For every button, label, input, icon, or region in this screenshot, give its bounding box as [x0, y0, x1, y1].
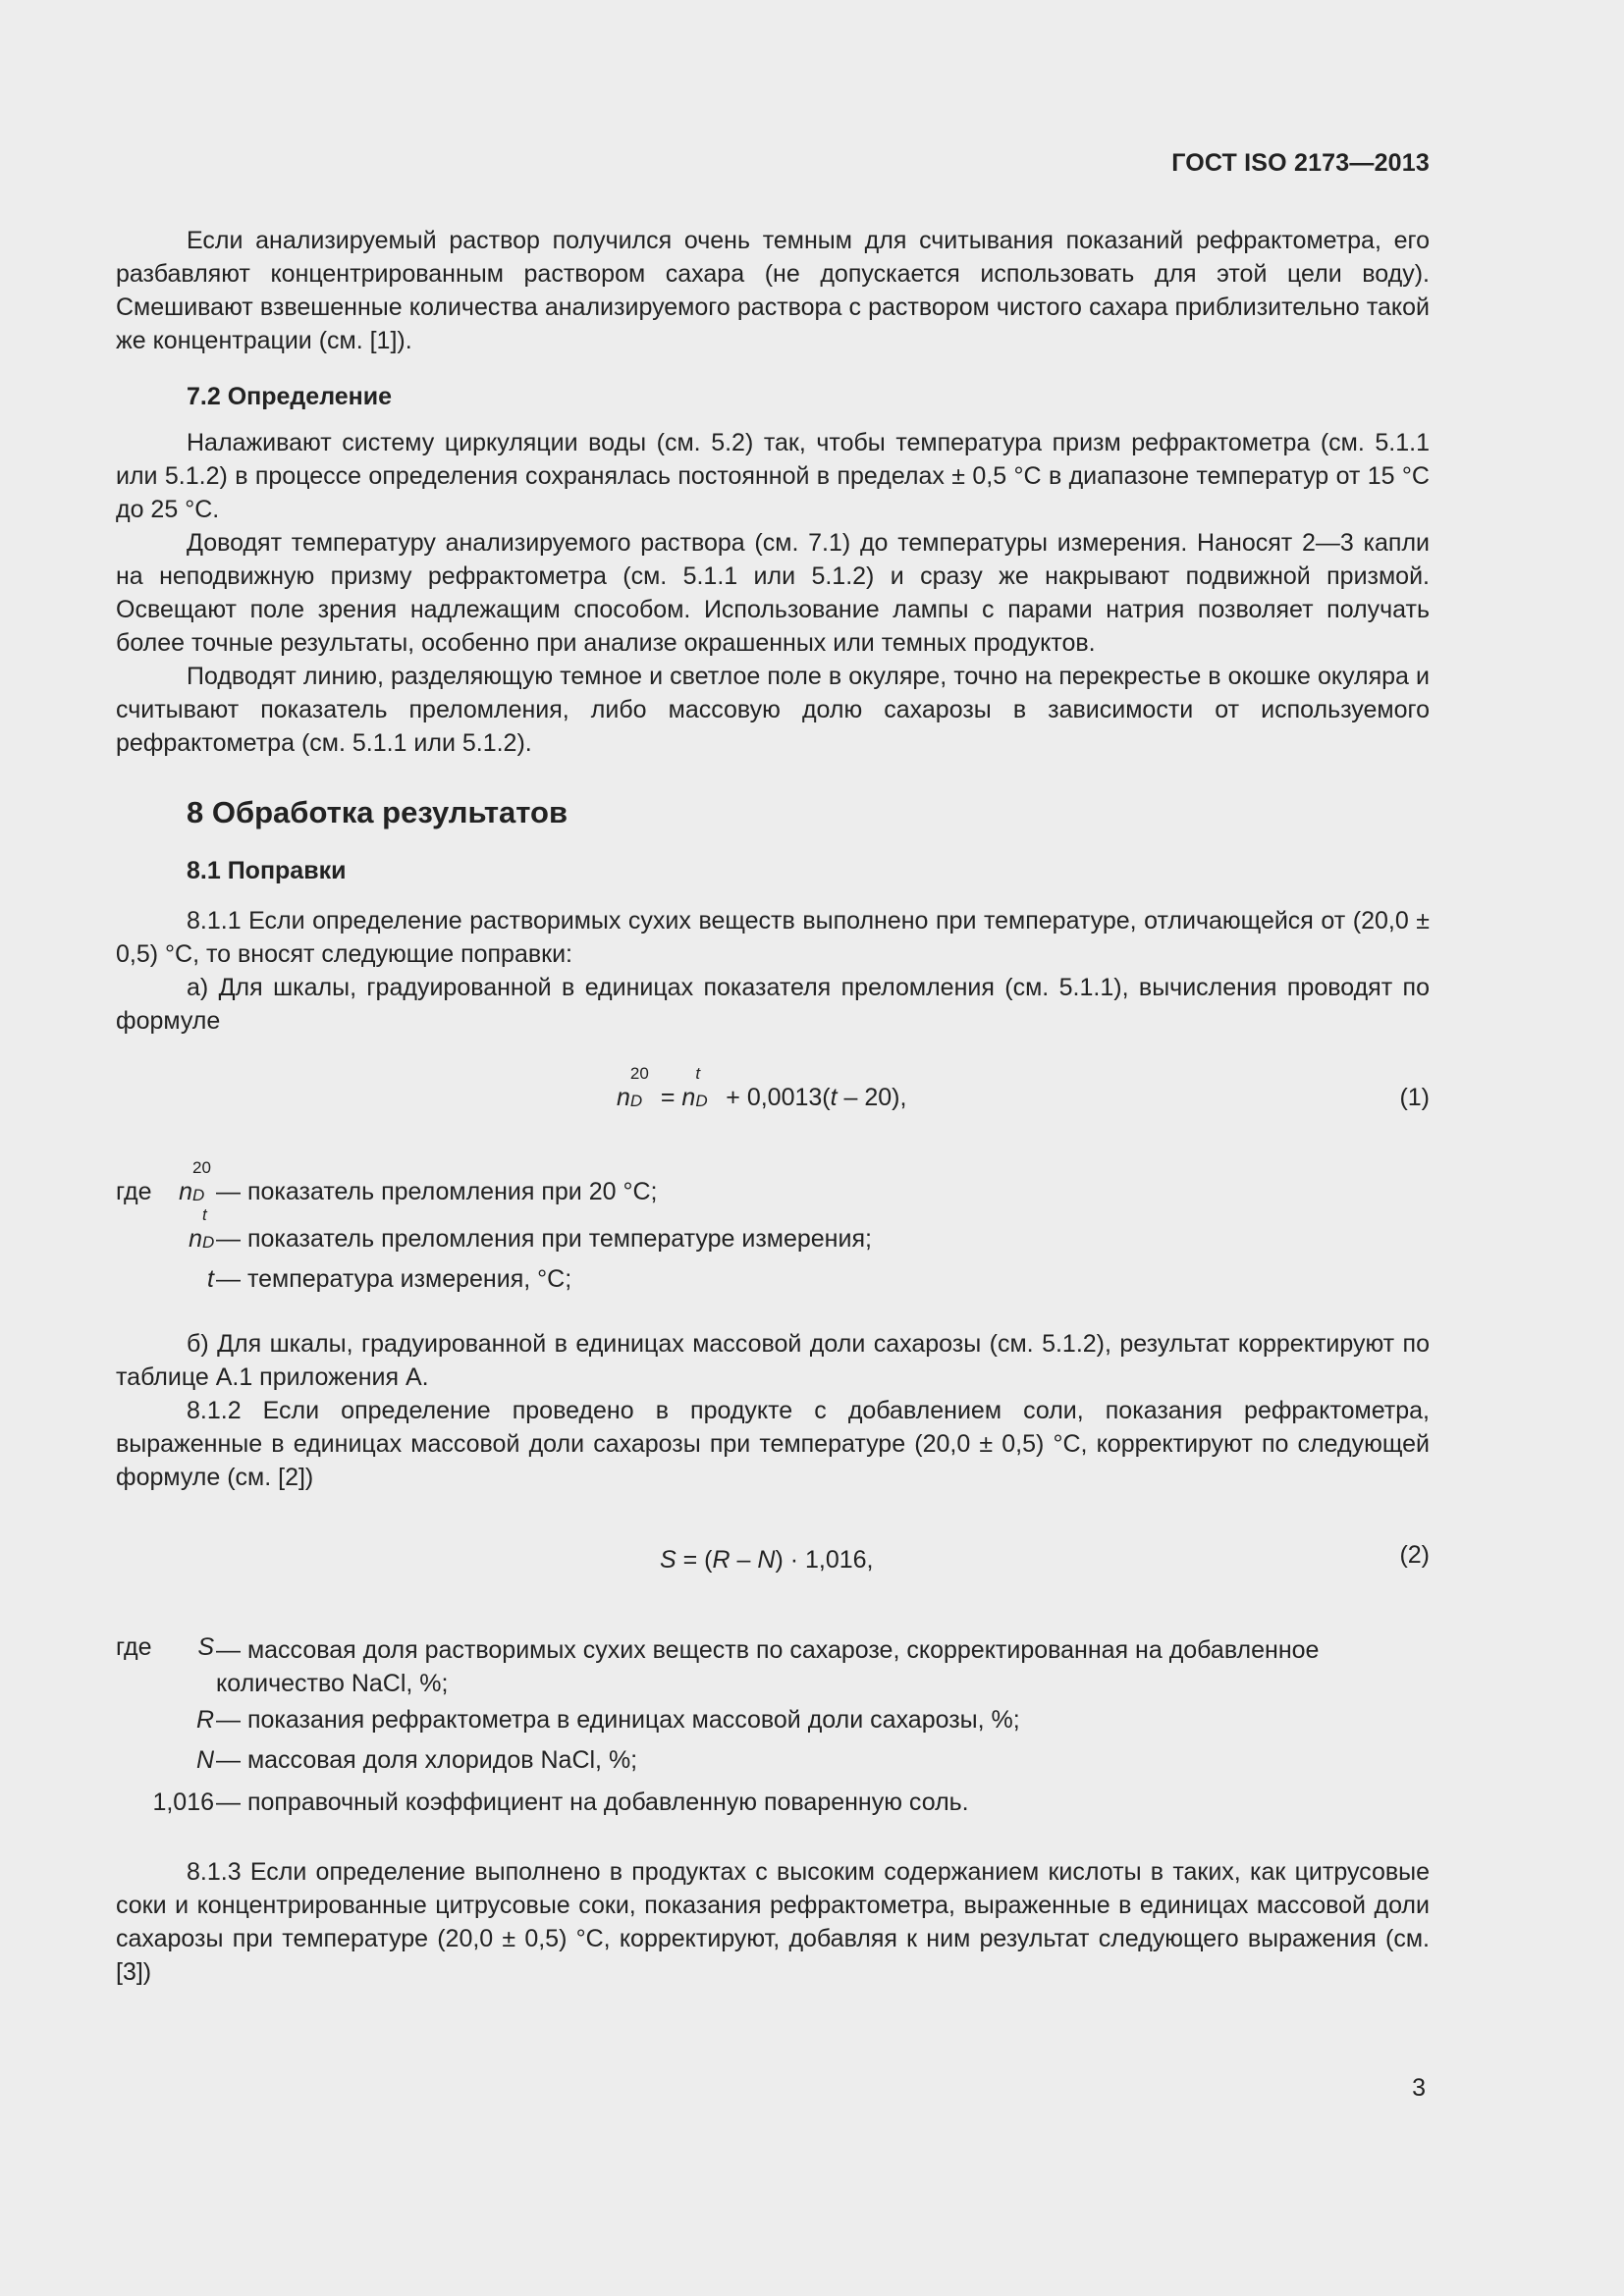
- legend-1-symbol-n20d: [171, 1158, 216, 1206]
- formula-1-number: (1): [1399, 1084, 1430, 1111]
- section-8-1-3-paragraph: 8.1.3 Если определение выполнено в продуктах с высоким содержанием кислоты в таких, как цитрусовые соки и концентрированные цитрусовые соки, показания рефрактометра, выраженные в единицах массовой доли сахарозы при температуре (20,0 ± 0,5) °C, корректируют, добавляя к ним результат следующего выражения (см. [3]): [116, 1858, 1430, 1986]
- legend-1-sup-2: t: [202, 1205, 207, 1224]
- section-8-1-1a-paragraph: а) Для шкалы, градуированной в единицах показателя преломления (см. 5.1.1), вычисления проводят по формуле: [116, 974, 1430, 1035]
- section-8-1-body-b: [116, 1327, 1430, 1494]
- formula-2-legend-gde: где: [116, 1633, 152, 1661]
- formula-2-legend: [116, 1633, 1430, 1830]
- formula-2-eq: = (: [676, 1546, 713, 1574]
- legend-1-desc-1: — показатель преломления при 20 °C;: [216, 1178, 658, 1205]
- formula-1-index-20-d: [629, 1064, 654, 1110]
- formula-1-index-t-d: [695, 1064, 719, 1110]
- legend-2-desc-1-text: — массовая доля растворимых сухих веществ по сахарозе, скорректированная на добавленное количество NaCl, %;: [216, 1636, 1320, 1697]
- section-8-1-2-paragraph: 8.1.2 Если определение проведено в продукте с добавлением соли, показания рефрактометра, выраженные в единицах массовой доли сахарозы при температуре (20,0 ± 0,5) °C, корректируют по следующей формуле (см. [2]): [116, 1397, 1430, 1491]
- formula-1-t: t: [830, 1084, 838, 1111]
- section-7-2-heading: 7.2 Определение: [187, 383, 393, 410]
- formula-2-rest: ) · 1,016,: [775, 1546, 874, 1574]
- formula-1-sub: D: [629, 1092, 643, 1110]
- legend-1-n: n: [179, 1178, 192, 1205]
- formula-2-S: S: [660, 1546, 677, 1574]
- formula-1-rest-a: + 0,0013(: [726, 1084, 831, 1111]
- section-8-1-1-paragraph: 8.1.1 Если определение растворимых сухих веществ выполнено при температуре, отличающейся от (20,0 ± 0,5) °C, то вносят следующие поправки:: [116, 907, 1430, 968]
- formula-2-N: N: [757, 1546, 776, 1574]
- formula-2: [660, 1546, 874, 1575]
- legend-2-desc-3: — массовая доля хлоридов NaCl, %;: [216, 1746, 638, 1774]
- section-7-2-paragraph-2: Доводят температуру анализируемого раствора (см. 7.1) до температуры измерения. Наносят 2—3 капли на неподвижную призму рефрактометра (см. 5.1.1 или 5.1.2) и сразу же накрывают подвижной призмой. Освещают поле зрения надлежащим способом. Использование лампы с парами натрия позволяет получать более точные результаты, особенно при анализе окрашенных или темных продуктов.: [116, 529, 1430, 657]
- legend-2-desc-1: [216, 1633, 1430, 1700]
- formula-1-legend-gde: где: [116, 1178, 152, 1205]
- formula-1-sub-2: D: [695, 1092, 708, 1110]
- formula-1-equals: =: [660, 1084, 676, 1111]
- formula-2-minus: –: [730, 1546, 758, 1574]
- section-7-2-paragraph-1: Налаживают систему циркуляции воды (см. 5.2) так, чтобы температура призм рефрактометра (см. 5.1.1 или 5.1.2) в процессе определения сохранялась постоянной в пределах ± 0,5 °C в диапазоне температур от 15 °C до 25 °C.: [116, 429, 1430, 523]
- formula-2-number: (2): [1399, 1541, 1430, 1569]
- legend-2-symbol-coef: 1,016: [152, 1789, 214, 1816]
- legend-1-desc-2: — показатель преломления при температуре измерения;: [216, 1225, 872, 1253]
- intro-paragraph: Если анализируемый раствор получился очень темным для считывания показаний рефрактометра, его разбавляют концентрированным раствором сахара (не допускается использовать для этой цели воду). Смешивают взвешенные количества анализируемого раствора с раствором чистого сахара приблизительно такой же концентрации (см. [1]).: [116, 227, 1430, 354]
- legend-1-symbol-ntd: [183, 1205, 216, 1254]
- formula-1-sup: 20: [629, 1064, 649, 1083]
- formula-1-symbol-n: n: [617, 1084, 630, 1111]
- intro-paragraph-block: [116, 224, 1430, 357]
- legend-1-sub-2: D: [202, 1233, 215, 1252]
- legend-1-index: [192, 1158, 216, 1204]
- section-8-1-3-body: [116, 1855, 1430, 1989]
- formula-1-sup-t: t: [695, 1064, 701, 1083]
- legend-1-sub: D: [192, 1186, 205, 1204]
- section-8-1-heading: 8.1 Поправки: [187, 857, 347, 884]
- formula-1-legend: [116, 1158, 1430, 1306]
- page-number: 3: [1412, 2074, 1426, 2102]
- legend-1-n2: n: [189, 1225, 202, 1253]
- section-8-1-body: [116, 904, 1430, 1038]
- legend-1-desc-3: — температура измерения, °C;: [216, 1265, 572, 1293]
- legend-1-symbol-t: t: [207, 1265, 214, 1293]
- legend-2-symbol-R: R: [195, 1706, 214, 1734]
- document-header: ГОСТ ISO 2173—2013: [1171, 149, 1430, 177]
- formula-2-R: R: [712, 1546, 731, 1574]
- legend-2-desc-4: — поправочный коэффициент на добавленную поваренную соль.: [216, 1789, 969, 1816]
- legend-1-sup: 20: [192, 1158, 211, 1177]
- formula-1-rest-b: – 20),: [837, 1084, 907, 1111]
- legend-2-symbol-N: N: [195, 1746, 214, 1774]
- section-7-2-paragraph-3: Подводят линию, разделяющую темное и светлое поле в окуляре, точно на перекрестье в окошке окуляра и считывают показатель преломления, либо массовую долю сахарозы в зависимости от используемого рефрактометра (см. 5.1.1 или 5.1.2).: [116, 663, 1430, 757]
- legend-2-symbol-S: S: [197, 1633, 214, 1661]
- section-8-1-1b-paragraph: б) Для шкалы, градуированной в единицах массовой доли сахарозы (см. 5.1.2), результат корректируют по таблице А.1 приложения А.: [116, 1330, 1430, 1391]
- section-8-heading: 8 Обработка результатов: [187, 795, 568, 829]
- section-7-2-body: [116, 426, 1430, 760]
- formula-1-symbol-n2: n: [681, 1084, 696, 1111]
- legend-2-desc-2: — показания рефрактометра в единицах массовой доли сахарозы, %;: [216, 1706, 1020, 1734]
- formula-1: [617, 1064, 907, 1112]
- legend-1-index-2: [202, 1205, 216, 1252]
